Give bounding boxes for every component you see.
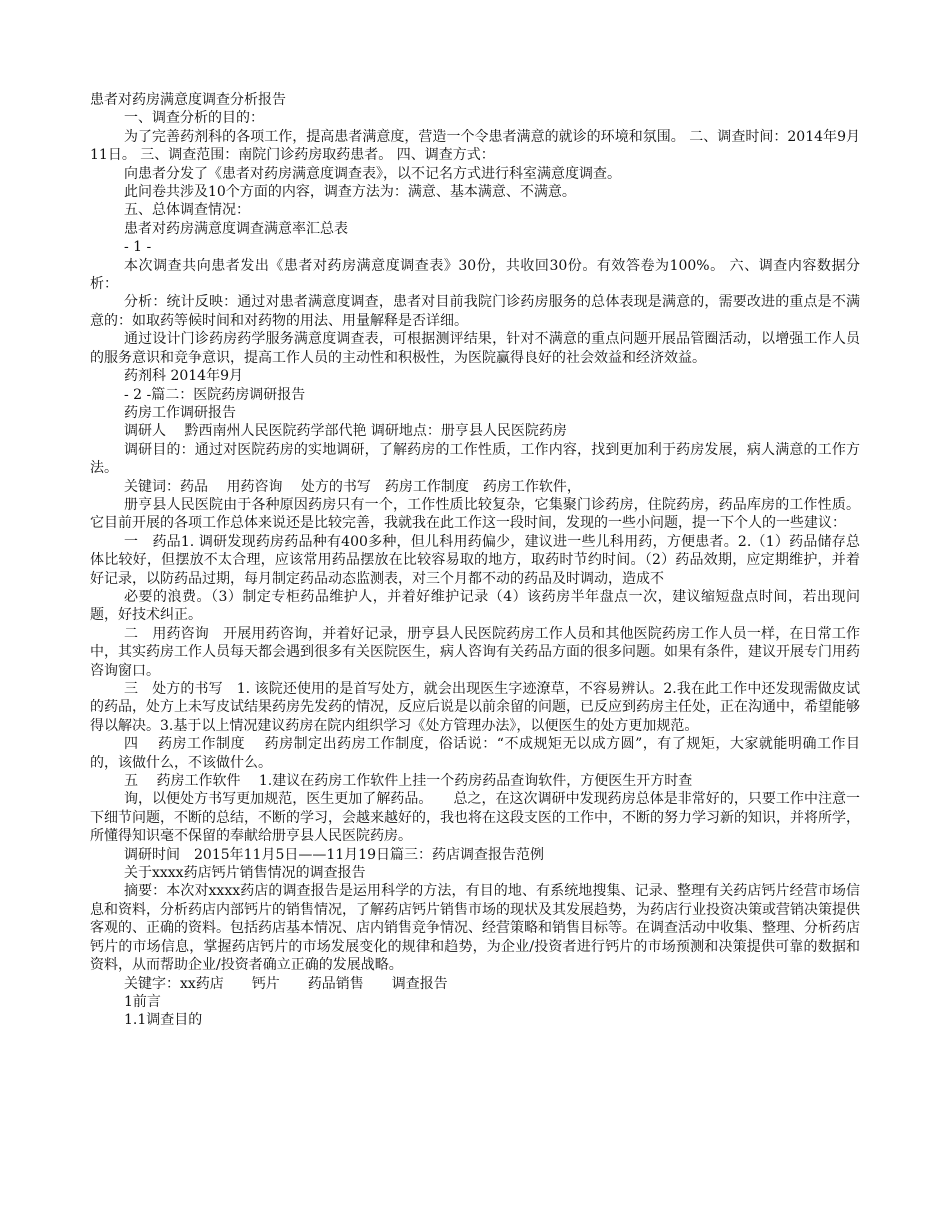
report-keywords: 关键字：xx药店 钙片 药品销售 调查报告: [124, 975, 448, 992]
table-caption: 患者对药房满意度调查满意率汇总表: [124, 220, 348, 237]
conclusion-paragraph: 询，以便处方书写更加规范，医生更加了解药品。 总之，在这次调研中发现药房总体是非常好的，只要工作中注意一下细节问题，不断的总结，不断的学习，会越来越好的，我也将在这段支医的工作中，不断的努力学习新的知识，并将所学，所懂得知识毫不保留的奉献给册亨县人民医院药房。: [90, 791, 860, 845]
background-paragraph: 册亨县人民医院由于各种原因药房只有一个，工作性质比较复杂，它集聚门诊药房，住院药房，药品库房的工作性质。它目前开展的各项工作总体来说还是比较完善，我就我在此工作这一段时间，发现的一些小问题，提一下个人的一些建议：: [90, 496, 860, 532]
result-paragraph: 本次调查共向患者发出《患者对药房满意度调查表》30份，共收回30份。有效答卷为100%。 六、调查内容数据分析：: [90, 257, 860, 293]
researcher-line: 调研人 黔西南州人民医院药学部代艳 调研地点：册亨县人民医院药房: [124, 423, 567, 440]
research-time-line: 调研时间 2015年11月5日——11月19日篇三：药店调查报告范例: [124, 846, 544, 863]
report-title: 药房工作调研报告: [124, 404, 236, 421]
improvement-paragraph: 通过设计门诊药房药学服务满意度调查表，可根据测评结果，针对不满意的重点问题开展品管圈活动，以增强工作人员的服务意识和竞争意识，提高工作人员的主动性和积极性，为医院赢得良好的社会效益和经济效益。: [90, 331, 860, 366]
page-marker: - 2 -篇二：医院药房调研报告: [124, 386, 306, 403]
research-goal: 调研目的：通过对医院药房的实地调研，了解药房的工作性质，工作内容，找到更加利于药房发展，病人满意的工作方法。: [90, 441, 860, 477]
item-1-paragraph: 一 药品1. 调研发现药房药品种有400多种，但儿科用药偏少，建议进一些儿科用药，方便患者。2.（1）药品储存总体比较好，但摆放不太合理，应该常用药品摆放在比较容易取的地方，取药时节约时间。（2）药品效期，应定期维护，并着好记录，以防药品过期，每月制定药品动态监测表，对三个月都不动的药品及时调动，造成不: [90, 533, 860, 587]
page-marker: - 1 -: [124, 239, 152, 256]
section-heading: 1.1调查目的: [124, 1012, 203, 1029]
item-2-paragraph: 二 用药咨询 开展用药咨询，并着好记录，册亨县人民医院药房工作人员和其他医院药房工作人员一样，在日常工作中，其实药房工作人员每天都会遇到很多有关医院医生，病人咨询有关药品方面的很多问题。如果有条件，建议开展专门用药咨询窗口。: [90, 625, 860, 679]
section-heading: 一、调查分析的目的：: [124, 110, 264, 127]
purpose-paragraph: 为了完善药剂科的各项工作，提高患者满意度，营造一个令患者满意的就诊的环境和氛围。 二、调查时间：2014年9月11日。 三、调查范围：南院门诊药房取药患者。 四、调查方式：: [90, 128, 860, 164]
section-heading: 五、总体调查情况：: [124, 202, 250, 219]
item-3-paragraph: 三 处方的书写 1. 该院还使用的是首写处方，就会出现医生字迹潦草，不容易辨认。2.我在此工作中还发现需做皮试的药品，处方上未写皮试结果药房先发药的情况，反应后说是以前余留的问题，已反应到药房主任处，正在沟通中，希望能够得以解决。3.基于以上情况建议药房在院内组织学习《处方管理办法》，以便医生的处方更加规范。: [90, 681, 860, 734]
document-page: [90, 91, 860, 1030]
method-paragraph: 向患者分发了《患者对药房满意度调查表》，以不记名方式进行科室满意度调查。: [124, 165, 621, 182]
item-4-paragraph: 四 药房工作制度 药房制定出药房工作制度，俗话说：“不成规矩无以成方圆”，有了规矩，大家就能明确工作目的，该做什么，不该做什么。: [90, 736, 860, 771]
abstract-paragraph: 摘要：本次对xxxx药店的调查报告是运用科学的方法，有目的地、有系统地搜集、记录、整理有关药店钙片经营市场信息和资料，分析药店内部钙片的销售情况，了解药店钙片销售市场的现状及其发展趋势，为药店行业投资决策或营销决策提供客观的、正确的资料。包括药店基本情况、店内销售竞争情况、经营策略和销售目标等。在调查活动中收集、整理、分析药店钙片的市场信息，掌握药店钙片的市场发展变化的规律和趋势，为企业/投资者进行钙片的市场预测和决策提供可靠的数据和资料，从而帮助企业/投资者确立正确的发展战略。: [90, 883, 860, 974]
scope-paragraph: 此问卷共涉及10个方面的内容，调查方法为：满意、基本满意、不满意。: [124, 184, 576, 201]
item-5-paragraph: 五 药房工作软件 1.建议在药房工作软件上挂一个药房药品查询软件，方便医生开方时查: [124, 773, 693, 790]
signature-line: 药剂科 2014年9月: [124, 368, 243, 385]
item-1-continued: 必要的浪费。（3）制定专柜药品维护人，并着好维护记录（4）该药房半年盘点一次，建议缩短盘点时间，若出现问题，好技术纠正。: [90, 588, 860, 624]
section-heading: 1前言: [124, 993, 161, 1010]
keywords-line: 关键词：药品 用药咨询 处方的书写 药房工作制度 药房工作软件，: [124, 478, 581, 495]
doc-title: 患者对药房满意度调查分析报告: [90, 92, 286, 108]
report-title: 关于xxxx药店钙片销售情况的调查报告: [124, 865, 366, 882]
analysis-paragraph: 分析：统计反映：通过对患者满意度调查，患者对目前我院门诊药房服务的总体表现是满意的，需要改进的重点是不满意的：如取药等候时间和对药物的用法、用量解释是否详细。: [90, 294, 860, 329]
